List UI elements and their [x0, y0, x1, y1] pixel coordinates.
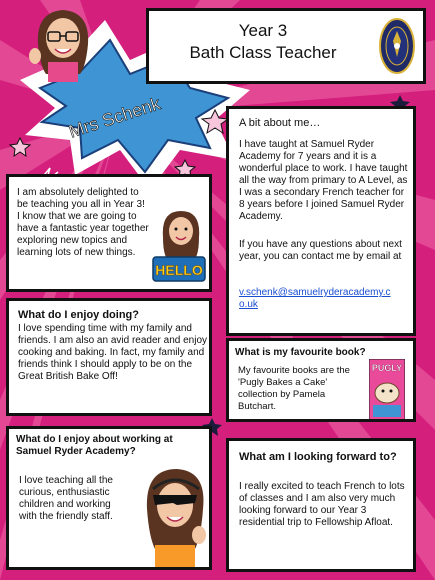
about-heading: A bit about me…: [239, 117, 321, 129]
looking-forward-heading: What am I looking forward to?: [239, 451, 397, 463]
title-role: Bath Class Teacher: [189, 43, 337, 62]
book-cover-image: [369, 359, 405, 421]
email-line-1[interactable]: v.schenk@samuelryderacademy.c: [239, 287, 391, 298]
about-me-panel: [226, 106, 416, 336]
working-panel: [6, 426, 212, 570]
looking-forward-panel: [226, 438, 416, 572]
hobbies-heading: What do I enjoy doing?: [18, 309, 139, 321]
teacher-avatar-waving: [28, 4, 98, 82]
working-heading: What do I enjoy about working at Samuel Ryder Academy?: [16, 434, 173, 457]
title-year: Year 3: [238, 21, 288, 40]
book-heading: What is my favourite book?: [235, 347, 366, 358]
email-line-2[interactable]: o.uk: [239, 299, 258, 310]
welcome-text: I am absolutely delighted to be teaching you all in Year 3! I know that we are going to have a fantastic year together exploring new topics and learning lots of new things.: [17, 187, 149, 258]
email-link[interactable]: [239, 287, 411, 311]
contact-paragraph: If you have any questions about next year, you can contact me by email at: [239, 239, 402, 262]
book-cover-title: PUGLY: [371, 363, 403, 373]
school-crest-icon: [379, 17, 415, 75]
hello-sign-text: HELLO: [155, 262, 203, 278]
favourite-book-panel: [226, 338, 416, 422]
welcome-panel: [6, 174, 212, 292]
hobbies-text: I love spending time with my family and friends. I am also an avid reader and enjoy cooking and baking. In fact, my family and friends think I should apply to be on the Great British Bake Off!: [18, 323, 207, 382]
title-panel: [146, 8, 426, 84]
looking-forward-text: I really excited to teach French to lots of classes and I am also very much looking forward to our Year 3 residential trip to Fellowship Afloat.: [239, 481, 405, 528]
teacher-name: Mrs Schenk: [66, 93, 163, 142]
teacher-avatar-hello: [149, 207, 209, 287]
about-paragraph: I have taught at Samuel Ryder Academy for 7 years and it is a wonderful place to work. I have taught all the way from primary to A Level, as I was a secondary French teacher for 8 years before I joined Samuel Ryder Academy.: [239, 139, 408, 222]
working-text: I love teaching all the curious, enthusiastic children and working with the friendly staff.: [19, 475, 113, 522]
book-text: My favourite books are the 'Pugly Bakes a Cake' collection by Pamela Butchart.: [238, 365, 350, 412]
hobbies-panel: [6, 298, 212, 416]
teacher-avatar-sunglasses: [137, 459, 212, 569]
